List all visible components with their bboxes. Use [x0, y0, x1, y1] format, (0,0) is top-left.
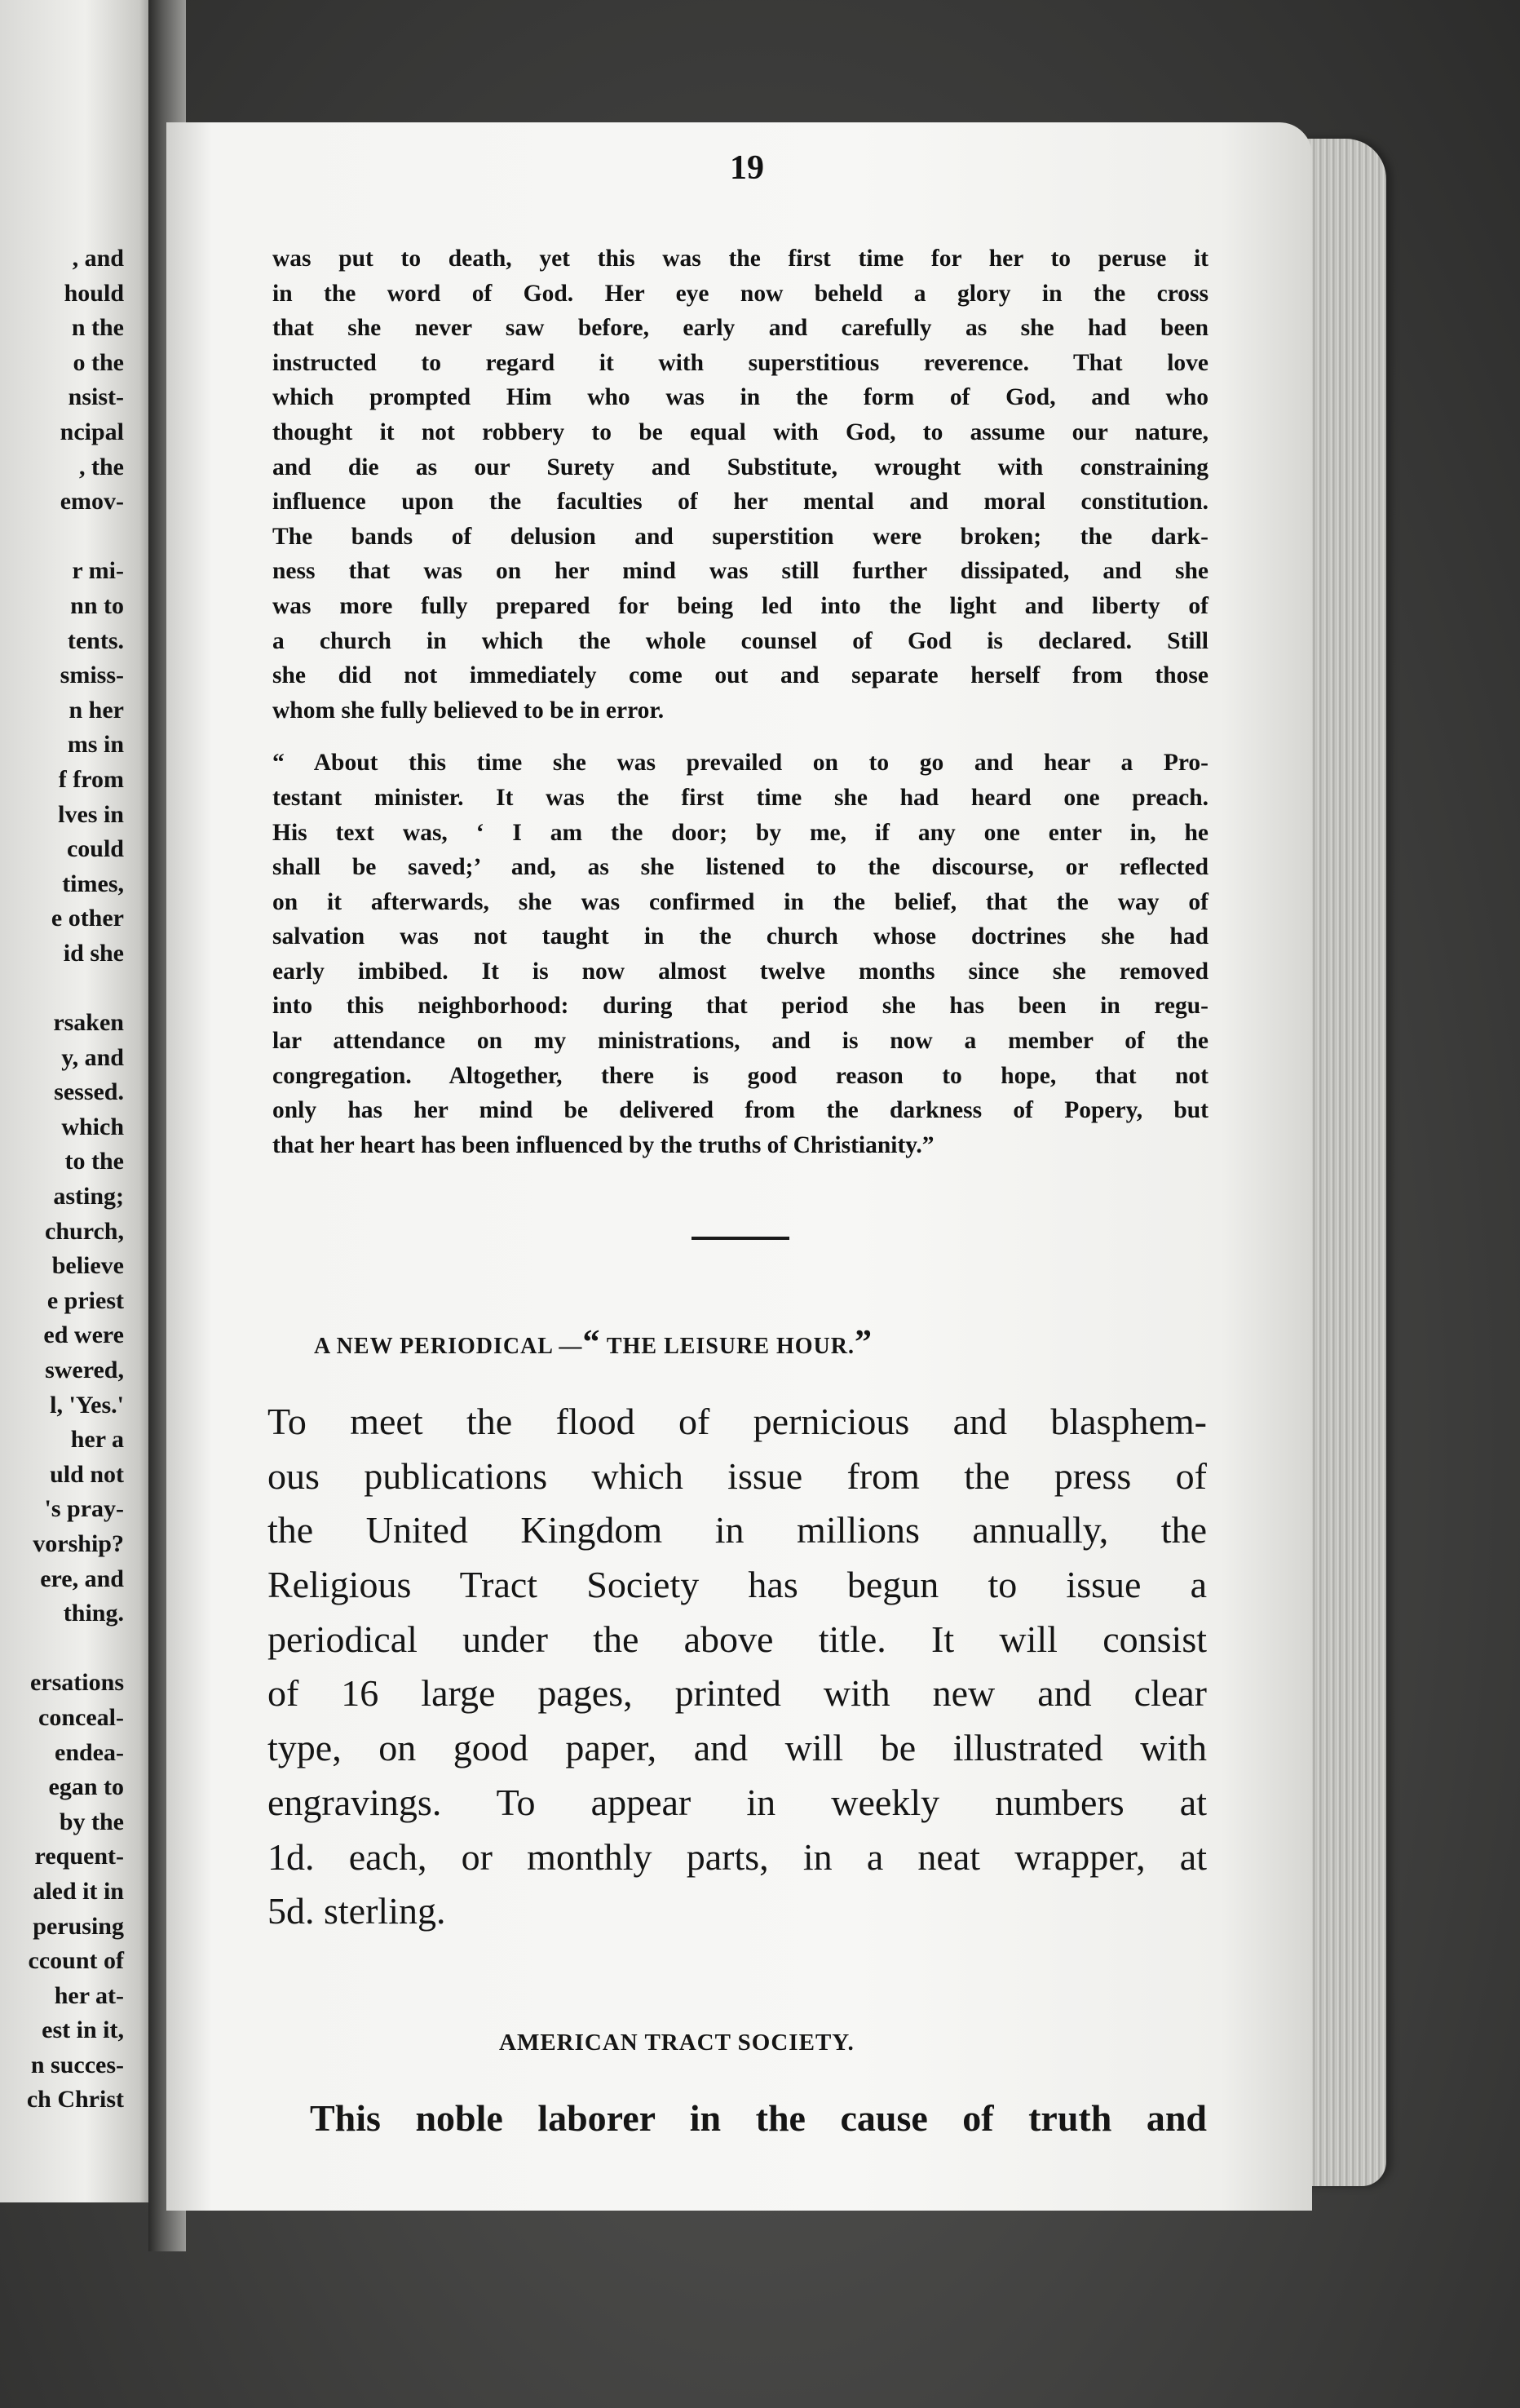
left-page-line-fragment: times, [62, 870, 124, 897]
text-line: type, on good paper, and will be illustrated with [267, 1727, 1207, 1769]
left-page-line-fragment: egan to [48, 1773, 124, 1801]
page-number: 19 [730, 149, 764, 187]
text-line: 1d. each, or monthly parts, in a neat wrapper, at [267, 1835, 1207, 1878]
text-line: in the word of God. Her eye now beheld a glory in the cross [272, 280, 1208, 307]
left-page-line-fragment: could [66, 835, 124, 863]
left-page-line-fragment: smiss- [60, 662, 124, 689]
left-page-line-fragment: hould [64, 279, 124, 307]
left-page-line-fragment: 's pray- [44, 1495, 124, 1523]
text-line: congregation. Altogether, there is good reason to hope, that not [272, 1062, 1208, 1089]
left-page-line-fragment: requent- [34, 1843, 124, 1870]
text-line: only has her mind be delivered from the darkness of Popery, but [272, 1097, 1208, 1124]
text-line: on it afterwards, she was confirmed in the belief, that the way of [272, 888, 1208, 915]
left-page-line-fragment: n the [71, 314, 124, 342]
left-page-line-fragment: e priest [46, 1286, 124, 1314]
text-line: a church in which the whole counsel of God is declared. Still [272, 627, 1208, 654]
left-page-text-column [0, 241, 124, 2118]
section-title-quote-close: ” [855, 1324, 873, 1361]
left-page-line-fragment: o the [73, 348, 124, 376]
text-line: To meet the flood of pernicious and blasphem- [267, 1401, 1207, 1442]
text-line: which prompted Him who was in the form of God, and who [272, 384, 1208, 411]
left-page-line-fragment: , the [79, 453, 124, 480]
text-line: thought it not robbery to be equal with God, to assume our nature, [272, 418, 1208, 445]
text-line: of 16 large pages, printed with new and clear [267, 1672, 1207, 1715]
section-title-new-periodical [314, 1323, 1170, 1362]
left-page-line-fragment: l, 'Yes.' [50, 1391, 124, 1419]
text-line: lar attendance on my ministrations, and is now a member of the [272, 1028, 1208, 1055]
left-page-line-fragment: believe [51, 1252, 124, 1280]
left-page-line-fragment: endea- [55, 1738, 124, 1766]
left-page-line-fragment: thing. [63, 1600, 124, 1627]
left-page-line-fragment: est in it, [42, 2016, 124, 2044]
text-line: salvation was not taught in the church whose doctrines she had [272, 923, 1208, 950]
text-line: ous publications which issue from the press of [267, 1454, 1207, 1497]
left-page-line-fragment: conceal- [38, 1703, 124, 1731]
text-line: was put to death, yet this was the first time for her to peruse it [272, 246, 1208, 272]
left-page-line-fragment: uld not [50, 1460, 124, 1488]
text-line: that she never saw before, early and carefully as she had been [272, 315, 1208, 342]
left-page-line-fragment: ersations [30, 1669, 124, 1697]
left-page-line-fragment: by the [59, 1808, 124, 1835]
section-title-american-tract-society: AMERICAN TRACT SOCIETY. [499, 2030, 855, 2056]
left-page-line-fragment: r mi- [72, 557, 124, 585]
section-title-part-1: A NEW PERIODICAL — [314, 1334, 583, 1359]
left-page-line-fragment: e other [51, 905, 124, 932]
text-line: 5d. sterling. [267, 1890, 446, 1932]
left-page-line-fragment: n her [68, 696, 124, 724]
left-page-line-fragment: , and [72, 245, 124, 272]
left-page-line-fragment [0, 1631, 124, 1667]
left-page-line-fragment: tents. [67, 626, 124, 654]
left-page-line-fragment: ncipal [60, 418, 124, 445]
left-page [0, 0, 155, 2202]
left-page-line-fragment: sessed. [54, 1078, 124, 1106]
left-page-line-fragment: to the [64, 1148, 124, 1175]
text-line: “ About this time she was prevailed on to go and hear a Pro- [272, 750, 1208, 777]
left-page-line-fragment: nsist- [68, 383, 124, 411]
section-2-body [310, 2092, 1207, 2145]
left-page-line-fragment: vorship? [33, 1529, 124, 1557]
text-line: was more fully prepared for being led into the light and liberty of [272, 592, 1208, 619]
left-page-line-fragment: nn to [70, 591, 124, 619]
text-line: she did not immediately come out and separate herself from those [272, 662, 1208, 689]
text-line: influence upon the faculties of her mental and moral constitution. [272, 489, 1208, 516]
left-page-line-fragment [0, 520, 124, 555]
section-title-part-2: THE LEISURE HOUR. [600, 1334, 855, 1359]
text-line: This noble laborer in the cause of truth and [310, 2097, 1207, 2139]
paragraph-1 [272, 241, 1208, 728]
text-line: into this neighborhood: during that period she has been in regu- [272, 993, 1208, 1020]
text-line: instructed to regard it with superstitious reverence. That love [272, 349, 1208, 376]
left-page-line-fragment: rsaken [53, 1009, 124, 1037]
left-page-line-fragment: f from [58, 765, 124, 793]
left-page-line-fragment: her a [70, 1426, 124, 1454]
left-page-line-fragment: church, [45, 1217, 124, 1245]
text-line: early imbibed. It is now almost twelve months since she removed [272, 958, 1208, 985]
left-page-line-fragment: ch Christ [26, 2086, 124, 2114]
paragraph-2 [272, 746, 1208, 1162]
section-divider-rule [692, 1237, 789, 1240]
left-page-line-fragment: swered, [45, 1357, 124, 1383]
left-page-line-fragment: y, and [61, 1043, 124, 1071]
text-line: that her heart has been influenced by the truths of Christianity.” [272, 1131, 935, 1158]
text-line: His text was, ‘ I am the door; by me, if any one enter in, he [272, 819, 1208, 846]
left-page-line-fragment: aled it in [33, 1877, 124, 1905]
text-line: Religious Tract Society has begun to issue a [267, 1564, 1207, 1606]
left-page-line-fragment: ed were [43, 1321, 124, 1349]
left-page-line-fragment: asting; [53, 1183, 124, 1211]
left-page-line-fragment: emov- [60, 488, 124, 516]
left-page-line-fragment: ms in [67, 731, 124, 759]
text-line: shall be saved;’ and, as she listened to the discourse, or reflected [272, 854, 1208, 881]
text-line: the United Kingdom in millions annually, the [267, 1509, 1207, 1551]
text-line: testant minister. It was the first time she had heard one preach. [272, 784, 1208, 811]
section-1-body [267, 1395, 1207, 1939]
text-line: The bands of delusion and superstition were broken; the dark- [272, 523, 1208, 550]
left-page-line-fragment [0, 971, 124, 1006]
section-title-quote-open: “ [582, 1324, 601, 1361]
left-page-line-fragment: ere, and [40, 1565, 124, 1592]
left-page-line-fragment: n succes- [30, 2051, 124, 2078]
text-line: and die as our Surety and Substitute, wrought with constraining [272, 454, 1208, 480]
left-page-line-fragment: which [61, 1113, 124, 1140]
left-page-line-fragment: her at- [54, 1981, 124, 2009]
text-line: periodical under the above title. It will consist [267, 1618, 1207, 1660]
left-page-line-fragment: id she [63, 939, 124, 967]
left-page-line-fragment: ccount of [28, 1947, 124, 1975]
text-line: ness that was on her mind was still further dissipated, and she [272, 558, 1208, 585]
left-page-line-fragment: lves in [58, 800, 124, 828]
text-line: engravings. To appear in weekly numbers at [267, 1781, 1207, 1823]
left-page-line-fragment: perusing [33, 1912, 124, 1940]
quoted-testimony [272, 241, 1208, 1162]
text-line: whom she fully believed to be in error. [272, 697, 665, 724]
